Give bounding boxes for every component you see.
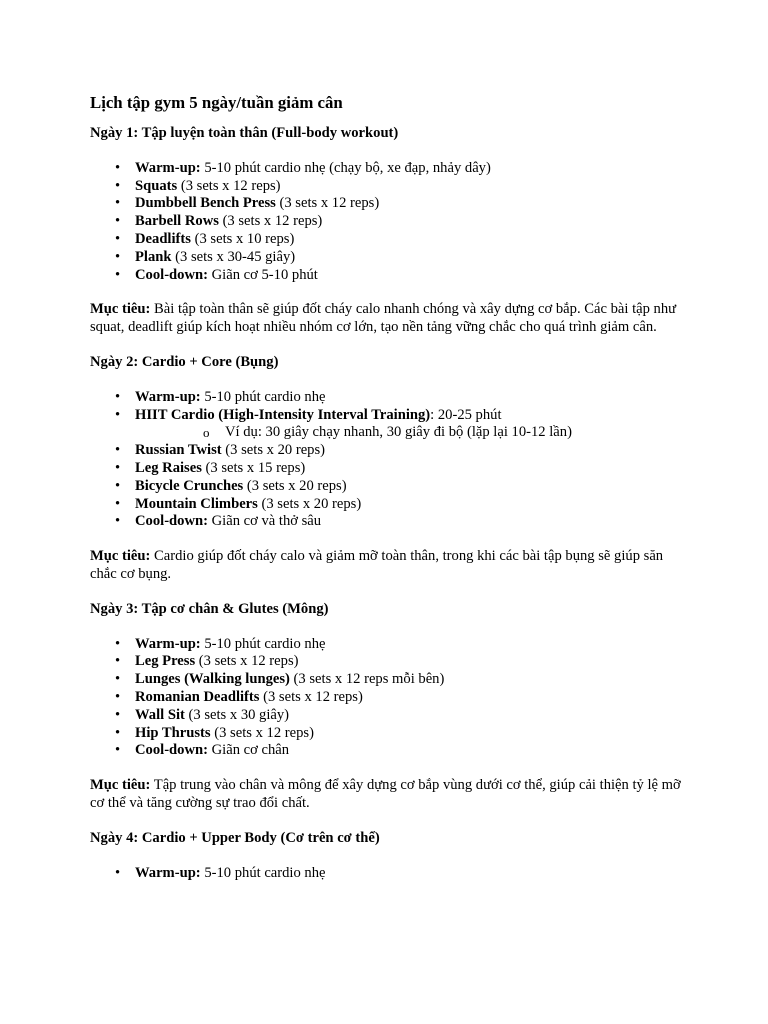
exercise-detail: (3 sets x 12 reps)	[259, 688, 363, 705]
goal-paragraph	[90, 548, 690, 584]
exercise-name: Warm-up:	[135, 864, 201, 881]
day-heading: Ngày 1: Tập luyện toàn thân (Full-body workout)	[90, 125, 399, 141]
exercise-detail: 5-10 phút cardio nhẹ	[200, 864, 326, 881]
exercise-detail: 5-10 phút cardio nhẹ	[200, 388, 326, 405]
list-item	[90, 231, 690, 249]
exercise-name: Cool-down:	[135, 513, 208, 530]
day-1-section	[90, 125, 690, 337]
document-content	[90, 93, 690, 899]
exercise-detail: (3 sets x 12 reps)	[210, 724, 314, 741]
exercise-detail: Giãn cơ và thở sâu	[207, 513, 322, 530]
goal-text: Bài tập toàn thân sẽ giúp đốt cháy calo nhanh chóng và xây dựng cơ bắp. Các bài tập như squat, deadlift giúp kích hoạt nhiều nhóm cơ lớn, tạo nền tảng vững chắc cho quá trình giảm cân.	[90, 301, 677, 336]
exercise-name: Warm-up:	[135, 159, 201, 176]
document-title: Lịch tập gym 5 ngày/tuần giảm cân	[90, 93, 343, 112]
list-item	[90, 689, 690, 707]
exercise-name: Lunges (Walking lunges)	[135, 671, 290, 688]
exercise-detail: (3 sets x 12 reps)	[195, 653, 299, 670]
list-item	[90, 496, 690, 514]
exercise-name: Leg Press	[135, 653, 196, 670]
exercise-detail: 5-10 phút cardio nhẹ	[200, 635, 326, 652]
goal-text: Tập trung vào chân và mông để xây dựng cơ bắp vùng dưới cơ thể, giúp cải thiện tỷ lệ mỡ cơ thể và tăng cường sự trao đổi chất.	[90, 777, 681, 811]
day-heading: Ngày 2: Cardio + Core (Bụng)	[90, 353, 279, 370]
exercise-name: HIIT Cardio (High-Intensity Interval Training)	[135, 406, 431, 423]
list-item	[90, 865, 690, 883]
exercise-list	[90, 160, 690, 285]
goal-paragraph	[90, 301, 690, 337]
list-item	[90, 513, 690, 531]
exercise-list	[90, 636, 690, 761]
day-heading: Ngày 3: Tập cơ chân & Glutes (Mông)	[90, 600, 329, 617]
goal-label: Mục tiêu:	[90, 777, 151, 794]
exercise-list	[90, 389, 690, 531]
list-item	[90, 407, 690, 443]
list-item	[90, 653, 690, 671]
list-item	[90, 671, 690, 689]
list-item	[90, 213, 690, 231]
list-item	[90, 725, 690, 743]
exercise-detail: (3 sets x 12 reps)	[218, 213, 323, 230]
list-item	[90, 478, 690, 496]
exercise-name: Bicycle Crunches	[135, 477, 244, 494]
exercise-detail: Giãn cơ 5-10 phút	[207, 266, 318, 283]
list-item	[90, 707, 690, 725]
day-3-section	[90, 601, 690, 813]
exercise-detail: (3 sets x 12 reps)	[275, 195, 380, 212]
goal-text: Cardio giúp đốt cháy calo và giảm mỡ toàn thân, trong khi các bài tập bụng sẽ giúp săn chắc cơ bụng.	[90, 548, 664, 582]
list-item	[90, 389, 690, 407]
exercise-name: Barbell Rows	[135, 213, 219, 230]
list-item	[90, 249, 690, 267]
exercise-name: Leg Raises	[135, 459, 202, 476]
list-item	[90, 267, 690, 285]
exercise-name: Wall Sit	[135, 706, 185, 723]
goal-label: Mục tiêu:	[90, 301, 151, 318]
exercise-name: Mountain Climbers	[135, 495, 258, 512]
exercise-name: Warm-up:	[135, 635, 201, 652]
exercise-name: Deadlifts	[135, 230, 191, 247]
list-item	[90, 460, 690, 478]
exercise-name: Squats	[135, 177, 178, 194]
exercise-detail: : 20-25 phút	[430, 406, 502, 423]
exercise-detail: (3 sets x 20 reps)	[221, 442, 326, 459]
exercise-detail: (3 sets x 20 reps)	[257, 495, 362, 512]
exercise-detail: (3 sets x 30-45 giây)	[171, 248, 296, 265]
sub-list	[135, 424, 690, 442]
exercise-detail: 5-10 phút cardio nhẹ (chạy bộ, xe đạp, nhảy dây)	[200, 159, 491, 176]
exercise-name: Dumbbell Bench Press	[135, 195, 276, 212]
exercise-detail: (3 sets x 12 reps)	[177, 177, 281, 194]
day-heading: Ngày 4: Cardio + Upper Body (Cơ trên cơ thể)	[90, 829, 380, 846]
exercise-list	[90, 865, 690, 883]
exercise-detail: (3 sets x 15 reps)	[201, 459, 306, 476]
goal-paragraph	[90, 777, 690, 813]
list-item	[90, 195, 690, 213]
exercise-detail: (3 sets x 20 reps)	[243, 477, 347, 494]
exercise-detail: (3 sets x 10 reps)	[190, 230, 295, 247]
goal-label: Mục tiêu:	[90, 548, 151, 565]
list-item	[90, 178, 690, 196]
exercise-name: Romanian Deadlifts	[135, 688, 260, 705]
exercise-detail: (3 sets x 12 reps mỗi bên)	[289, 671, 445, 688]
list-item	[90, 742, 690, 760]
day-2-section	[90, 354, 690, 584]
exercise-name: Hip Thrusts	[135, 724, 211, 741]
day-4-section	[90, 830, 690, 883]
list-item	[90, 160, 690, 178]
exercise-name: Plank	[135, 248, 172, 265]
exercise-name: Russian Twist	[135, 442, 222, 459]
list-item	[90, 442, 690, 460]
exercise-name: Cool-down:	[135, 742, 208, 759]
exercise-detail: Giãn cơ chân	[207, 742, 290, 759]
exercise-detail: (3 sets x 30 giây)	[184, 706, 290, 723]
exercise-name: Warm-up:	[135, 388, 201, 405]
list-item	[90, 636, 690, 654]
sub-list-item: o Ví dụ: 30 giây chạy nhanh, 30 giây đi bộ (lặp lại 10-12 lần)	[135, 424, 690, 442]
exercise-name: Cool-down:	[135, 266, 208, 283]
